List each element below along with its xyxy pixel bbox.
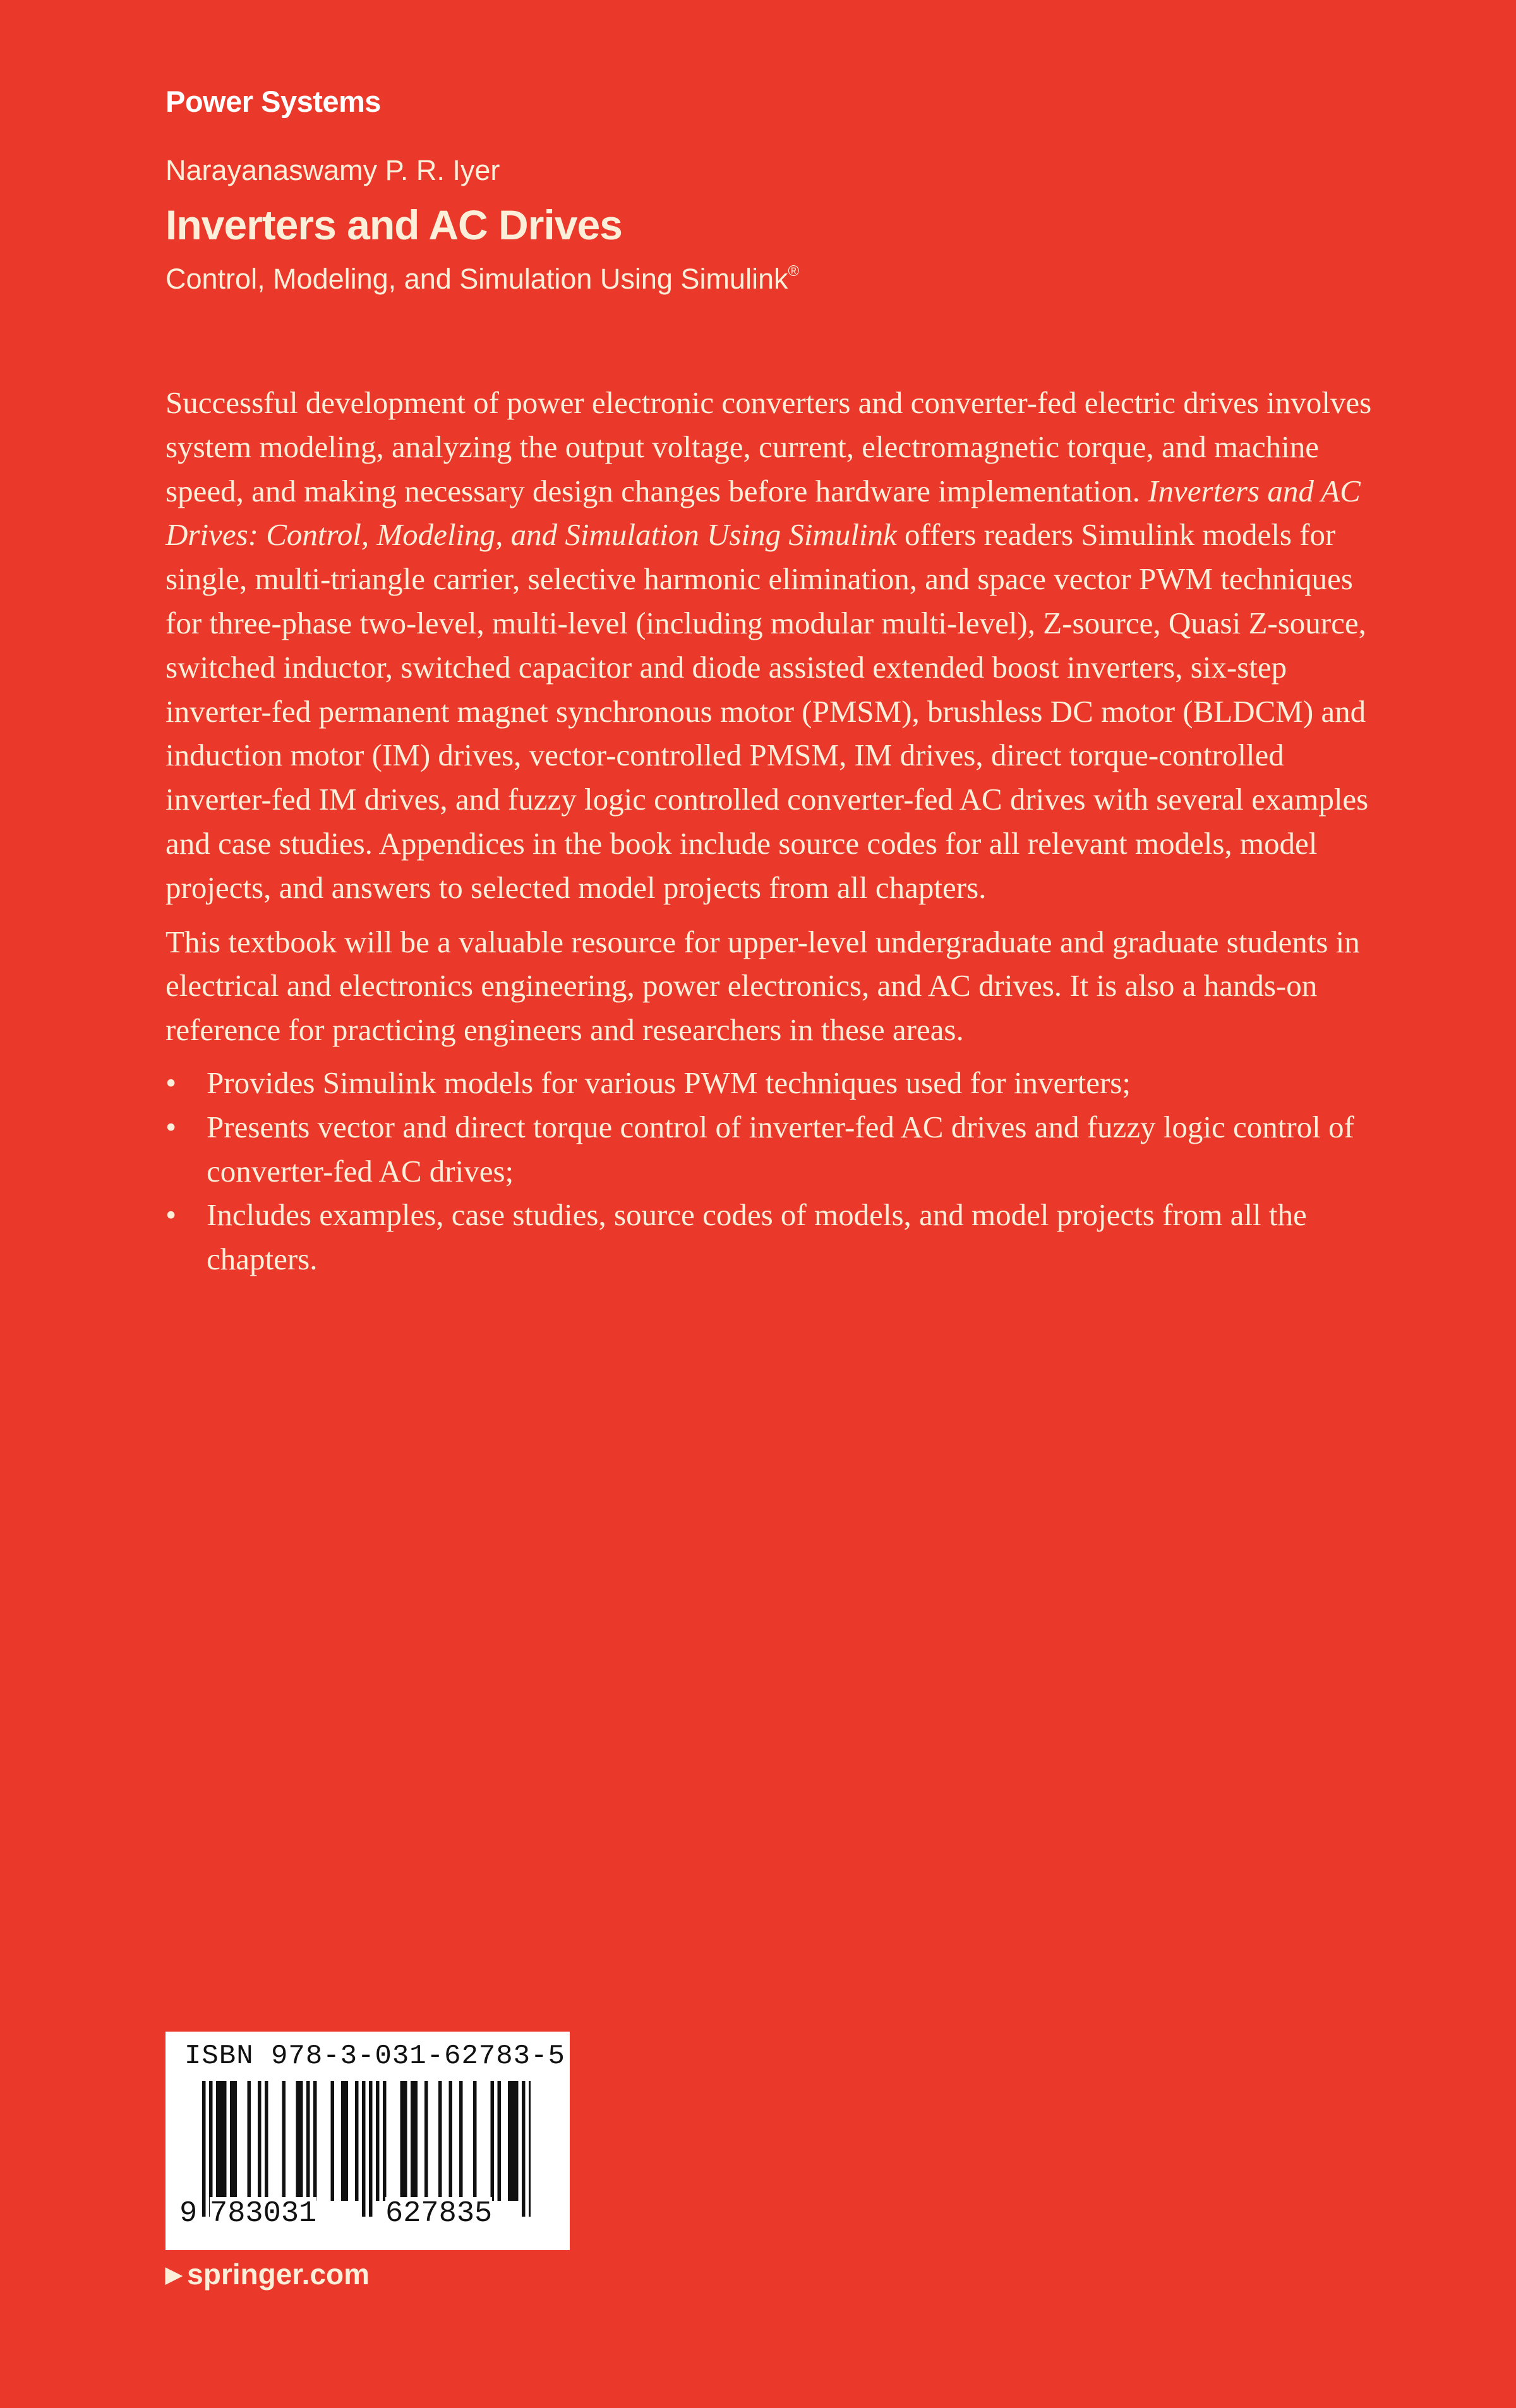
barcode-bar — [355, 2081, 359, 2201]
list-item — [165, 1061, 1385, 1105]
list-item-text: Presents vector and direct torque control of inverter-fed AC drives and fuzzy logic control of converter-fed AC drives; — [207, 1109, 1354, 1189]
publisher-url: springer.com — [187, 2258, 370, 2291]
barcode-bar — [209, 2081, 213, 2217]
bullet-icon: • — [165, 1197, 177, 1233]
barcode-bar — [376, 2081, 380, 2201]
barcode-bar — [299, 2081, 303, 2201]
description-paragraph-1 — [165, 381, 1385, 910]
barcode-bar — [345, 2081, 349, 2201]
barcode-bar — [296, 2081, 300, 2201]
subtitle-text: Control, Modeling, and Simulation Using Simulink — [165, 263, 788, 295]
para1-end: offers readers Simulink models for single, multi-triangle carrier, selective harmonic elimination, and space vector PWM techniques for three-phase two-level, multi-level (including modular multi-level), Z-source, Quasi Z-source, switched inductor, switched capacitor and diode assisted extended boost inverters, six-step inverter-fed permanent magnet synchronous motor (PMSM), brushless DC motor (BLDCM) and induction motor (IM) drives, vector-controlled PMSM, IM drives, direct torque-controlled inverter-fed IM drives, and fuzzy logic controlled converter-fed AC drives with several examples and case studies. Appendices in the book include source codes for all relevant models, model projects, and answers to selected model projects from all chapters. — [165, 517, 1369, 905]
barcode-bar — [216, 2081, 220, 2201]
barcode-bar — [459, 2081, 463, 2201]
description-paragraph-2: This textbook will be a valuable resource for upper-level undergraduate and graduate students in electrical and electronics engineering, power electronics, and AC drives. It is also a hands-on reference for practicing engineers and researchers in these areas. — [165, 924, 1360, 1048]
barcode-bar — [369, 2081, 373, 2217]
barcode-bar — [362, 2081, 366, 2217]
bullet-icon: • — [165, 1109, 177, 1144]
para1-book-title-italic: Inverters and AC Drives: Control, Modeling, and Simulation Using Simulink — [165, 473, 1361, 553]
barcode-bar — [491, 2081, 495, 2201]
publisher-link[interactable] — [165, 2257, 370, 2291]
barcode-bar — [473, 2081, 477, 2201]
barcode-bar — [438, 2081, 442, 2201]
barcode-bar — [383, 2081, 387, 2201]
bullet-icon: • — [165, 1065, 177, 1100]
barcode-bar — [498, 2081, 502, 2201]
barcode-bar — [265, 2081, 268, 2201]
isbn-label: ISBN 978-3-031-62783-5 — [184, 2040, 565, 2072]
feature-list — [165, 1061, 1385, 1281]
barcode-bar — [522, 2081, 526, 2217]
barcode-bar — [331, 2081, 335, 2201]
barcode-left-digits: 783031 — [210, 2197, 317, 2231]
barcode-bar — [411, 2081, 414, 2201]
barcode-first-digit: 9 — [179, 2197, 198, 2231]
description — [165, 381, 1385, 1281]
book-subtitle — [165, 263, 799, 296]
barcode-bar — [306, 2081, 310, 2201]
barcode-bar — [230, 2081, 234, 2201]
barcode-right-digits: 627835 — [385, 2197, 493, 2231]
list-item-text: Provides Simulink models for various PWM techniques used for inverters; — [207, 1065, 1131, 1100]
barcode-bar — [400, 2081, 404, 2201]
barcode-icon — [202, 2081, 531, 2217]
book-title: Inverters and AC Drives — [165, 201, 622, 248]
barcode-bar — [414, 2081, 418, 2201]
barcode-bar — [508, 2081, 512, 2201]
barcode-bar — [512, 2081, 515, 2201]
barcode-bar — [515, 2081, 519, 2201]
list-item — [165, 1105, 1385, 1194]
barcode-bar — [258, 2081, 262, 2201]
barcode-bar — [223, 2081, 227, 2201]
barcode-bar — [313, 2081, 317, 2201]
registered-mark: ® — [788, 263, 800, 280]
series-name: Power Systems — [165, 85, 381, 118]
barcode-digits — [165, 2197, 570, 2241]
barcode-bar — [424, 2081, 428, 2201]
para1-start: Successful development of power electronic converters and converter-fed electric drives involves system modeling, analyzing the output voltage, current, electromagnetic torque, and machine speed, and making necessary design changes before hardware implementation. — [165, 385, 1372, 508]
barcode-bar — [202, 2081, 206, 2217]
barcode-bar — [529, 2081, 531, 2217]
barcode-bar — [248, 2081, 251, 2201]
barcode-bar — [341, 2081, 345, 2201]
isbn-barcode-box — [165, 2032, 570, 2250]
list-item-text: Includes examples, case studies, source codes of models, and model projects from all the chapters. — [207, 1197, 1307, 1277]
arrow-icon: ▶ — [165, 2263, 183, 2287]
barcode-bar — [404, 2081, 407, 2201]
barcode-bar — [220, 2081, 224, 2201]
barcode-bar — [449, 2081, 453, 2201]
author-name: Narayanaswamy P. R. Iyer — [165, 154, 500, 186]
barcode-bar — [282, 2081, 286, 2201]
barcode-bar — [234, 2081, 238, 2201]
list-item — [165, 1193, 1385, 1281]
